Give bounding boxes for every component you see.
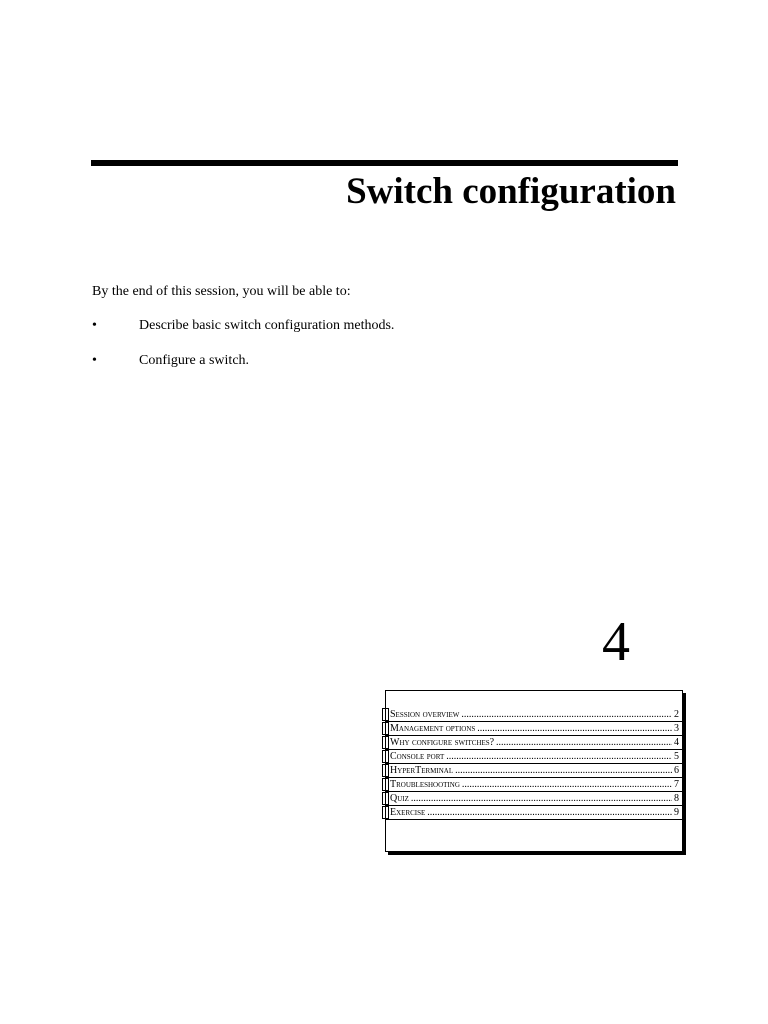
toc-entry-session-overview[interactable]	[386, 708, 682, 722]
toc-entry-page: 4	[674, 737, 679, 748]
toc-entry-why-configure-switches[interactable]	[386, 736, 682, 750]
toc-dot-leader	[496, 737, 672, 749]
toc-entry-title: Console port	[390, 751, 445, 762]
toc-entry-page: 5	[674, 751, 679, 762]
toc-entry-title: Quiz	[390, 793, 409, 804]
objectives-intro: By the end of this session, you will be able to:	[92, 284, 351, 299]
bullet-icon: •	[92, 318, 97, 333]
toc-entry-console-port[interactable]	[386, 750, 682, 764]
title-rule	[91, 160, 678, 166]
toc-entry-page: 6	[674, 765, 679, 776]
toc-entry-title: Troubleshooting	[390, 779, 460, 790]
toc-entry-troubleshooting[interactable]	[386, 778, 682, 792]
toc-entry-title: HyperTerminal	[390, 765, 454, 776]
toc-dot-leader	[446, 751, 672, 763]
toc-entry-quiz[interactable]	[386, 792, 682, 806]
objective-text: Configure a switch.	[139, 353, 250, 368]
toc-list	[386, 708, 682, 820]
toc-entry-page: 8	[674, 793, 679, 804]
toc-dot-leader	[411, 793, 672, 805]
toc-dot-leader	[477, 723, 672, 735]
toc-entry-management-options[interactable]	[386, 722, 682, 736]
table-of-contents	[385, 690, 683, 852]
toc-entry-title: Exercise	[390, 807, 426, 818]
toc-entry-title: Why configure switches?	[390, 737, 495, 748]
toc-entry-title: Management options	[390, 723, 476, 734]
toc-entry-page: 7	[674, 779, 679, 790]
toc-entry-title: Session overview	[390, 709, 460, 720]
chapter-title: Switch configuration	[346, 171, 676, 212]
toc-entry-page: 9	[674, 807, 679, 818]
objective-text: Describe basic switch configuration methods.	[139, 318, 395, 333]
chapter-number: 4	[602, 611, 630, 673]
toc-dot-leader	[462, 779, 672, 791]
toc-dot-leader	[427, 807, 672, 819]
bullet-icon: •	[92, 353, 97, 368]
toc-entry-page: 2	[674, 709, 679, 720]
toc-entry-exercise[interactable]	[386, 806, 682, 820]
toc-entry-page: 3	[674, 723, 679, 734]
toc-dot-leader	[455, 765, 672, 777]
toc-dot-leader	[461, 709, 672, 721]
toc-entry-hyperterminal[interactable]	[386, 764, 682, 778]
